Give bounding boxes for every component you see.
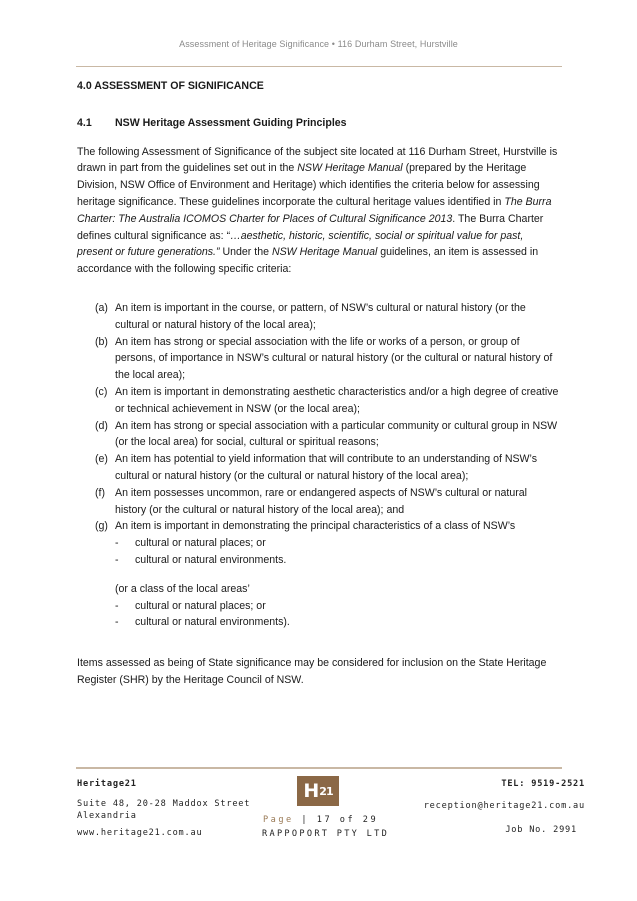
subsection-title: NSW Heritage Assessment Guiding Principles	[115, 116, 347, 129]
bullet-item	[115, 614, 561, 631]
criterion-letter: (d)	[95, 419, 108, 432]
criterion-letter: (g)	[95, 520, 108, 533]
bullet-dash: -	[115, 599, 119, 612]
intro-text-2: (prepared by the Heritage Division, NSW Office of Environment and Heritage) which identifies the criteria below for assessing heritage significance. These guidelines incorporate the cultural heritage values identified in	[77, 162, 540, 208]
logo-letter: H	[303, 780, 319, 802]
criterion-text: An item has potential to yield information that will contribute to an understanding of NSW’s cultural or natural history (or the cultural or natural history of the local area);	[115, 453, 538, 482]
bullet-item	[115, 535, 561, 552]
criterion-text: An item is important in demonstrating aesthetic characteristics and/or a high degree of creative or technical achievement in NSW (or the local area);	[115, 385, 559, 415]
footer-job-number: Job No. 2991	[505, 825, 577, 835]
bullet-dash: -	[115, 537, 119, 550]
footer-telephone: TEL: 9519-2521	[501, 779, 585, 789]
bullet-dash: -	[115, 616, 119, 629]
criterion-letter: (a)	[95, 301, 108, 314]
subsection-heading	[77, 115, 561, 132]
document-body	[77, 78, 561, 699]
criterion-item	[95, 418, 561, 452]
header-divider	[76, 66, 562, 67]
footer-email[interactable]: reception@heritage21.com.au	[423, 801, 585, 811]
footer-website[interactable]: www.heritage21.com.au	[77, 828, 203, 838]
footer-divider	[76, 767, 562, 769]
bullet-text: cultural or natural environments.	[135, 553, 287, 566]
criterion-letter: (f)	[95, 486, 105, 499]
criterion-item	[95, 384, 561, 418]
intro-paragraph	[77, 144, 561, 278]
closing-paragraph: Items assessed as being of State significance may be considered for inclusion on the State Heritage Register (SHR) by the Heritage Council of NSW.	[77, 657, 547, 686]
criterion-text: An item has strong or special association with a particular community or cultural group in NSW (or the local area) for social, cultural or spiritual reasons;	[115, 419, 558, 449]
logo-number: 21	[319, 784, 333, 798]
bullet-text: cultural or natural places; or	[135, 537, 266, 550]
criterion-letter: (c)	[95, 385, 108, 398]
criterion-letter: (e)	[95, 453, 108, 466]
page-count: 17 of 29	[316, 815, 379, 825]
intro-italic-4: NSW Heritage Manual	[271, 246, 378, 259]
section-heading: 4.0 ASSESSMENT OF SIGNIFICANCE	[77, 80, 264, 92]
page-header-title: Assessment of Heritage Significance • 116 Durham Street, Hurstville	[179, 39, 458, 49]
local-bullet-list	[115, 598, 561, 632]
footer-company-name: Heritage21	[77, 779, 137, 789]
bullet-item	[115, 598, 561, 615]
page-number	[263, 815, 378, 825]
criterion-item	[95, 451, 561, 485]
criterion-item	[95, 334, 561, 384]
intro-italic-1: NSW Heritage Manual	[297, 162, 403, 175]
intro-text-1: The following Assessment of Significance of the subject site located at 116 Durham Street, Hurstville is drawn in part from the guidelines set out in the	[77, 145, 558, 175]
criterion-item	[95, 300, 561, 334]
criterion-text: An item has strong or special association with the life or works of a person, or group of persons, of importance in NSW’s cultural or natural history (or the cultural or natural history of the local area);	[115, 335, 553, 382]
footer-address-line2: Alexandria	[77, 811, 137, 821]
class-bullet-list	[115, 535, 561, 569]
intro-text-4: Under the	[219, 246, 272, 259]
bullet-dash: -	[115, 553, 119, 566]
intro-text-3: . The Burra Charter defines cultural significance as: “	[77, 212, 544, 242]
bullet-item	[115, 552, 561, 569]
criterion-text: An item possesses uncommon, rare or endangered aspects of NSW’s cultural or natural history (or the cultural or natural history of the local area); and	[115, 486, 527, 516]
footer-address-line1: Suite 48, 20-28 Maddox Street	[77, 799, 251, 809]
bullet-text: cultural or natural places; or	[135, 599, 266, 612]
criteria-list	[95, 300, 561, 535]
page-word: Page	[263, 815, 294, 825]
intro-italic-3: …aesthetic, historic, scientific, social or spiritual value for past, present or future generations.”	[77, 229, 524, 259]
intro-italic-2: The Burra Charter: The Australia ICOMOS Charter for Places of Cultural Significance 2013	[77, 195, 552, 225]
criterion-text: An item is important in demonstrating the principal characteristics of a class of NSW’s	[115, 520, 516, 533]
page-separator: |	[301, 815, 310, 825]
criterion-item	[95, 518, 561, 535]
local-area-note: (or a class of the local areas’	[115, 582, 250, 595]
criterion-item	[95, 485, 561, 519]
heritage21-logo	[297, 776, 339, 806]
criterion-letter: (b)	[95, 335, 108, 348]
subsection-number: 4.1	[77, 116, 92, 129]
criterion-text: An item is important in the course, or pattern, of NSW’s cultural or natural history (or the cultural or natural history of the local area);	[115, 301, 526, 331]
rappoport-name: RAPPOPORT PTY LTD	[262, 829, 390, 839]
bullet-text: cultural or natural environments).	[135, 616, 290, 629]
intro-text-5: guidelines, an item is assessed in accordance with the following specific criteria:	[77, 246, 539, 276]
